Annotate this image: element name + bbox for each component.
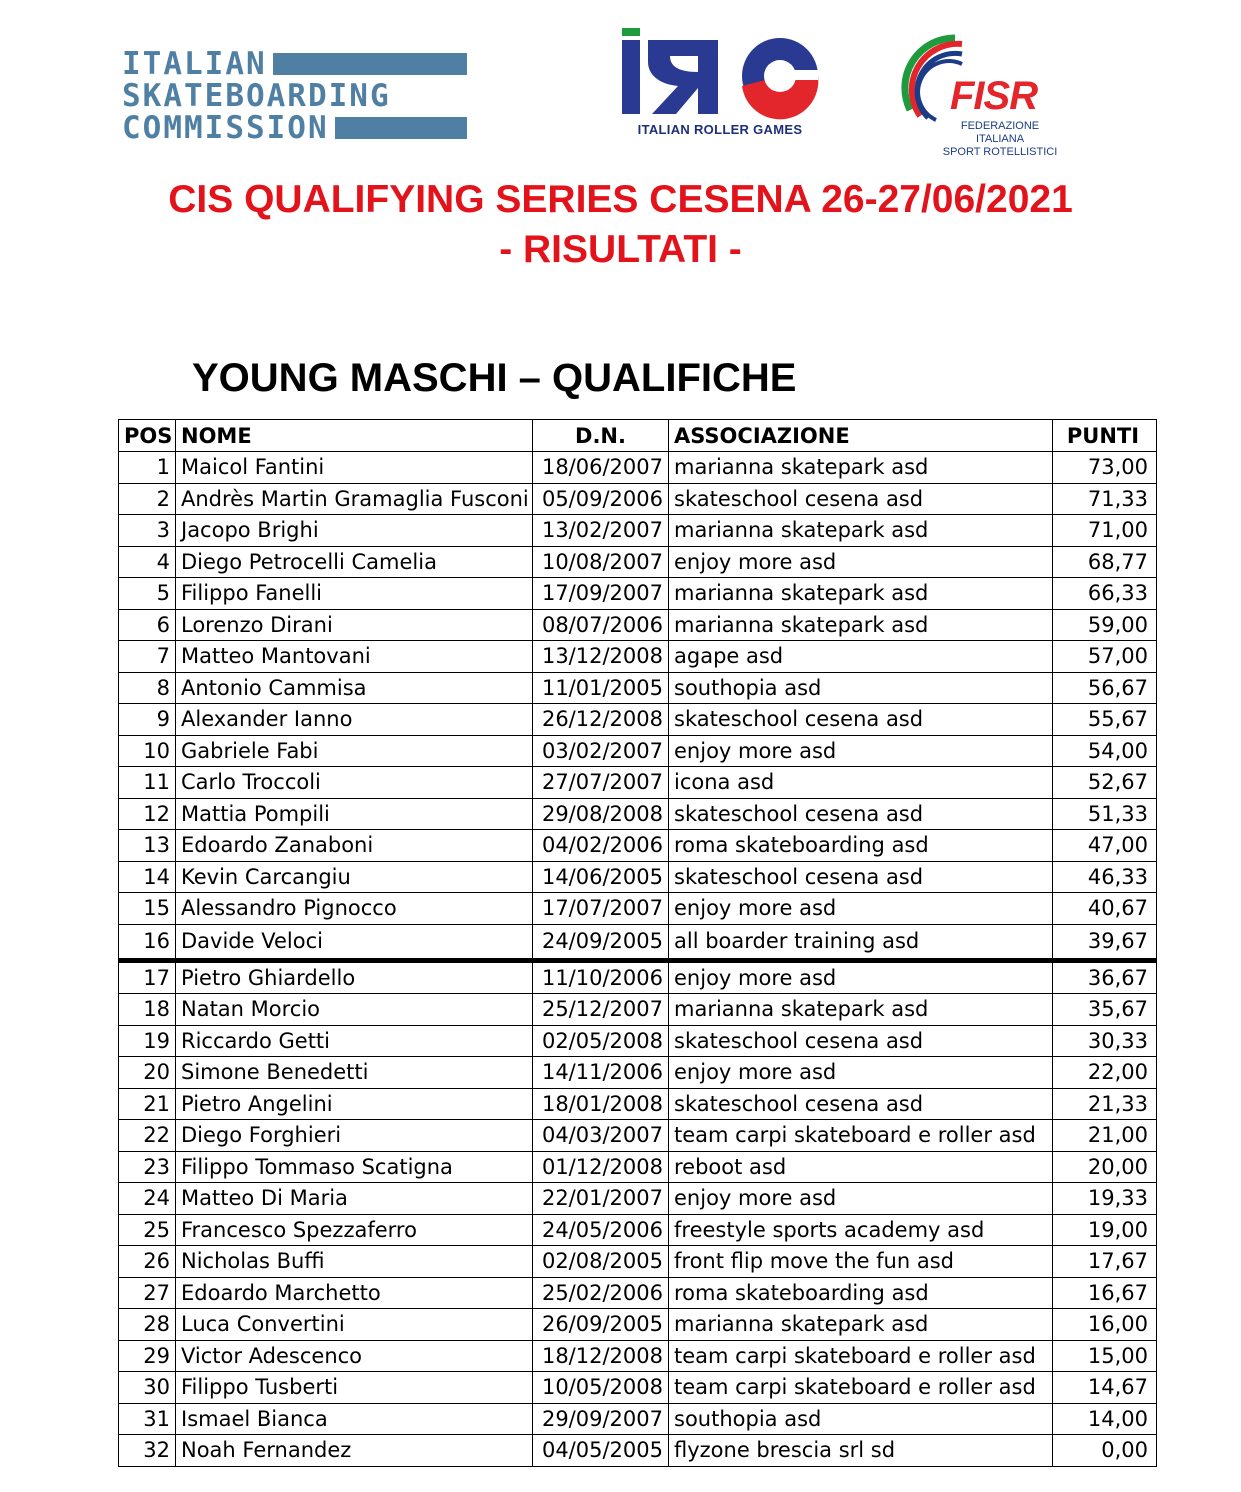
cell-birthdate: 25/12/2007 (533, 994, 669, 1026)
table-row (119, 1057, 1157, 1089)
cell-name: Simone Benedetti (176, 1057, 533, 1089)
cell-name: Jacopo Brighi (176, 515, 533, 547)
cell-pos: 22 (119, 1120, 176, 1152)
table-row (119, 830, 1157, 862)
cell-name: Filippo Fanelli (176, 578, 533, 610)
cell-points: 68,77 (1053, 546, 1157, 578)
cell-association: southopia asd (669, 1403, 1053, 1435)
cell-pos: 20 (119, 1057, 176, 1089)
cell-points: 71,33 (1053, 483, 1157, 515)
cell-pos: 16 (119, 924, 176, 960)
cell-birthdate: 08/07/2006 (533, 609, 669, 641)
irg-logo-mark (620, 26, 820, 122)
cell-pos: 13 (119, 830, 176, 862)
cell-points: 15,00 (1053, 1340, 1157, 1372)
cell-name: Noah Fernandez (176, 1435, 533, 1467)
table-row (119, 924, 1157, 960)
cell-birthdate: 29/09/2007 (533, 1403, 669, 1435)
cell-points: 21,00 (1053, 1120, 1157, 1152)
cell-association: skateschool cesena asd (669, 798, 1053, 830)
cell-birthdate: 05/09/2006 (533, 483, 669, 515)
cell-pos: 26 (119, 1246, 176, 1278)
header-name: NOME (176, 420, 533, 452)
cell-birthdate: 10/08/2007 (533, 546, 669, 578)
cell-pos: 30 (119, 1372, 176, 1404)
cell-points: 20,00 (1053, 1151, 1157, 1183)
cell-pos: 12 (119, 798, 176, 830)
cell-association: agape asd (669, 641, 1053, 673)
cell-birthdate: 26/09/2005 (533, 1309, 669, 1341)
cell-association: enjoy more asd (669, 1057, 1053, 1089)
cell-name: Francesco Spezzaferro (176, 1214, 533, 1246)
document-title: CIS QUALIFYING SERIES CESENA 26-27/06/2021 (168, 178, 1073, 221)
table-row (119, 578, 1157, 610)
cell-name: Filippo Tommaso Scatigna (176, 1151, 533, 1183)
italian-roller-games-logo (620, 26, 820, 144)
cell-points: 46,33 (1053, 861, 1157, 893)
table-row (119, 861, 1157, 893)
results-body (119, 452, 1157, 1467)
cell-name: Natan Morcio (176, 994, 533, 1026)
cell-points: 21,33 (1053, 1088, 1157, 1120)
cell-pos: 15 (119, 893, 176, 925)
cell-association: southopia asd (669, 672, 1053, 704)
cell-birthdate: 18/06/2007 (533, 452, 669, 484)
cell-association: skateschool cesena asd (669, 704, 1053, 736)
cell-name: Antonio Cammisa (176, 672, 533, 704)
cell-pos: 25 (119, 1214, 176, 1246)
table-row (119, 1435, 1157, 1467)
table-row (119, 672, 1157, 704)
table-row (119, 609, 1157, 641)
cell-name: Pietro Angelini (176, 1088, 533, 1120)
cell-birthdate: 27/07/2007 (533, 767, 669, 799)
cell-birthdate: 29/08/2008 (533, 798, 669, 830)
table-row (119, 452, 1157, 484)
cell-association: roma skateboarding asd (669, 1277, 1053, 1309)
cell-name: Riccardo Getti (176, 1025, 533, 1057)
cell-name: Andrès Martin Gramaglia Fusconi (176, 483, 533, 515)
cell-association: enjoy more asd (669, 735, 1053, 767)
table-row (119, 641, 1157, 673)
table-row (119, 1151, 1157, 1183)
table-row (119, 1340, 1157, 1372)
cell-points: 51,33 (1053, 798, 1157, 830)
cell-pos: 24 (119, 1183, 176, 1215)
isc-logo-word-3: COMMISSION (122, 110, 329, 146)
cell-name: Filippo Tusberti (176, 1372, 533, 1404)
table-row (119, 1183, 1157, 1215)
header-association: ASSOCIAZIONE (669, 420, 1053, 452)
cell-association: enjoy more asd (669, 960, 1053, 994)
cell-association: freestyle sports academy asd (669, 1214, 1053, 1246)
cell-pos: 10 (119, 735, 176, 767)
cell-pos: 19 (119, 1025, 176, 1057)
cell-points: 56,67 (1053, 672, 1157, 704)
cell-name: Gabriele Fabi (176, 735, 533, 767)
cell-association: reboot asd (669, 1151, 1053, 1183)
cell-pos: 17 (119, 960, 176, 994)
table-row (119, 483, 1157, 515)
table-row (119, 1025, 1157, 1057)
cell-pos: 21 (119, 1088, 176, 1120)
fisr-logo-subtitle: FEDERAZIONE ITALIANA SPORT ROTELLISTICI (942, 120, 1058, 158)
cell-birthdate: 02/05/2008 (533, 1025, 669, 1057)
cell-name: Diego Petrocelli Camelia (176, 546, 533, 578)
cell-association: marianna skatepark asd (669, 452, 1053, 484)
results-table (118, 419, 1157, 1467)
cell-points: 73,00 (1053, 452, 1157, 484)
cell-name: Ismael Bianca (176, 1403, 533, 1435)
cell-points: 16,67 (1053, 1277, 1157, 1309)
cell-pos: 18 (119, 994, 176, 1026)
table-row (119, 515, 1157, 547)
cell-association: marianna skatepark asd (669, 1309, 1053, 1341)
cell-association: marianna skatepark asd (669, 994, 1053, 1026)
cell-birthdate: 11/01/2005 (533, 672, 669, 704)
cell-association: enjoy more asd (669, 1183, 1053, 1215)
cell-points: 0,00 (1053, 1435, 1157, 1467)
cell-birthdate: 13/12/2008 (533, 641, 669, 673)
isc-logo-word-1: ITALIAN (122, 46, 267, 82)
table-header-row (119, 420, 1157, 452)
cell-name: Victor Adescenco (176, 1340, 533, 1372)
cell-birthdate: 24/09/2005 (533, 924, 669, 960)
cell-association: flyzone brescia srl sd (669, 1435, 1053, 1467)
cell-pos: 23 (119, 1151, 176, 1183)
header-points: PUNTI (1053, 420, 1157, 452)
irg-logo-caption: ITALIAN ROLLER GAMES (637, 122, 803, 137)
table-row (119, 893, 1157, 925)
cell-pos: 4 (119, 546, 176, 578)
header-birthdate: D.N. (533, 420, 669, 452)
cell-birthdate: 26/12/2008 (533, 704, 669, 736)
cell-birthdate: 17/09/2007 (533, 578, 669, 610)
table-row (119, 767, 1157, 799)
cell-points: 14,67 (1053, 1372, 1157, 1404)
table-row (119, 1309, 1157, 1341)
cell-birthdate: 04/05/2005 (533, 1435, 669, 1467)
cell-pos: 3 (119, 515, 176, 547)
cell-points: 19,33 (1053, 1183, 1157, 1215)
cell-birthdate: 02/08/2005 (533, 1246, 669, 1278)
cell-points: 16,00 (1053, 1309, 1157, 1341)
cell-association: team carpi skateboard e roller asd (669, 1120, 1053, 1152)
cell-pos: 14 (119, 861, 176, 893)
cell-pos: 28 (119, 1309, 176, 1341)
cell-birthdate: 14/11/2006 (533, 1057, 669, 1089)
cell-pos: 29 (119, 1340, 176, 1372)
cell-birthdate: 01/12/2008 (533, 1151, 669, 1183)
table-row (119, 735, 1157, 767)
cell-name: Davide Veloci (176, 924, 533, 960)
header-pos: POS (119, 420, 176, 452)
cell-pos: 9 (119, 704, 176, 736)
cell-points: 39,67 (1053, 924, 1157, 960)
cell-birthdate: 17/07/2007 (533, 893, 669, 925)
cell-points: 17,67 (1053, 1246, 1157, 1278)
cell-pos: 32 (119, 1435, 176, 1467)
cell-association: roma skateboarding asd (669, 830, 1053, 862)
cell-name: Matteo Di Maria (176, 1183, 533, 1215)
cell-points: 19,00 (1053, 1214, 1157, 1246)
cell-pos: 6 (119, 609, 176, 641)
cell-name: Edoardo Zanaboni (176, 830, 533, 862)
cell-name: Nicholas Buffi (176, 1246, 533, 1278)
table-row (119, 546, 1157, 578)
table-row (119, 1246, 1157, 1278)
cell-name: Carlo Troccoli (176, 767, 533, 799)
table-row (119, 1403, 1157, 1435)
cell-birthdate: 04/03/2007 (533, 1120, 669, 1152)
cell-association: enjoy more asd (669, 546, 1053, 578)
cell-points: 54,00 (1053, 735, 1157, 767)
table-row (119, 704, 1157, 736)
cell-association: skateschool cesena asd (669, 861, 1053, 893)
cell-name: Maicol Fantini (176, 452, 533, 484)
cell-pos: 5 (119, 578, 176, 610)
cell-name: Alexander Ianno (176, 704, 533, 736)
cell-points: 14,00 (1053, 1403, 1157, 1435)
cell-birthdate: 04/02/2006 (533, 830, 669, 862)
cell-pos: 8 (119, 672, 176, 704)
cell-pos: 2 (119, 483, 176, 515)
cell-association: all boarder training asd (669, 924, 1053, 960)
table-row (119, 960, 1157, 994)
table-row (119, 1372, 1157, 1404)
cell-points: 40,67 (1053, 893, 1157, 925)
cell-points: 55,67 (1053, 704, 1157, 736)
cell-birthdate: 18/12/2008 (533, 1340, 669, 1372)
cell-association: marianna skatepark asd (669, 609, 1053, 641)
cell-association: team carpi skateboard e roller asd (669, 1372, 1053, 1404)
cell-name: Kevin Carcangiu (176, 861, 533, 893)
cell-birthdate: 11/10/2006 (533, 960, 669, 994)
cell-points: 52,67 (1053, 767, 1157, 799)
cell-association: skateschool cesena asd (669, 483, 1053, 515)
table-row (119, 1088, 1157, 1120)
document-subtitle: - RISULTATI - (499, 228, 742, 271)
table-row (119, 798, 1157, 830)
cell-birthdate: 22/01/2007 (533, 1183, 669, 1215)
cell-birthdate: 03/02/2007 (533, 735, 669, 767)
cell-association: marianna skatepark asd (669, 578, 1053, 610)
cell-association: marianna skatepark asd (669, 515, 1053, 547)
isc-logo-word-2: SKATEBOARDING (122, 78, 391, 114)
cell-points: 66,33 (1053, 578, 1157, 610)
cell-association: skateschool cesena asd (669, 1025, 1053, 1057)
cell-birthdate: 13/02/2007 (533, 515, 669, 547)
cell-name: Luca Convertini (176, 1309, 533, 1341)
cell-pos: 11 (119, 767, 176, 799)
section-heading: YOUNG MASCHI – QUALIFICHE (192, 356, 797, 400)
cell-points: 30,33 (1053, 1025, 1157, 1057)
cell-name: Pietro Ghiardello (176, 960, 533, 994)
cell-birthdate: 25/02/2006 (533, 1277, 669, 1309)
italian-skateboarding-commission-logo (122, 48, 467, 148)
table-row (119, 1277, 1157, 1309)
cell-points: 35,67 (1053, 994, 1157, 1026)
cell-name: Diego Forghieri (176, 1120, 533, 1152)
cell-pos: 27 (119, 1277, 176, 1309)
cell-name: Lorenzo Dirani (176, 609, 533, 641)
cell-association: skateschool cesena asd (669, 1088, 1053, 1120)
cell-points: 36,67 (1053, 960, 1157, 994)
cell-association: enjoy more asd (669, 893, 1053, 925)
cell-association: team carpi skateboard e roller asd (669, 1340, 1053, 1372)
cell-pos: 1 (119, 452, 176, 484)
cell-name: Matteo Mantovani (176, 641, 533, 673)
fisr-logo (900, 30, 1060, 158)
fisr-logo-mark: FISR (950, 74, 1038, 118)
cell-name: Edoardo Marchetto (176, 1277, 533, 1309)
cell-association: icona asd (669, 767, 1053, 799)
table-row (119, 1120, 1157, 1152)
cell-points: 71,00 (1053, 515, 1157, 547)
cell-birthdate: 18/01/2008 (533, 1088, 669, 1120)
cell-points: 59,00 (1053, 609, 1157, 641)
cell-birthdate: 14/06/2005 (533, 861, 669, 893)
cell-name: Mattia Pompili (176, 798, 533, 830)
cell-birthdate: 10/05/2008 (533, 1372, 669, 1404)
cell-name: Alessandro Pignocco (176, 893, 533, 925)
table-row (119, 994, 1157, 1026)
cell-pos: 7 (119, 641, 176, 673)
cell-birthdate: 24/05/2006 (533, 1214, 669, 1246)
cell-points: 57,00 (1053, 641, 1157, 673)
cell-association: front flip move the fun asd (669, 1246, 1053, 1278)
cell-pos: 31 (119, 1403, 176, 1435)
cell-points: 47,00 (1053, 830, 1157, 862)
table-row (119, 1214, 1157, 1246)
cell-points: 22,00 (1053, 1057, 1157, 1089)
